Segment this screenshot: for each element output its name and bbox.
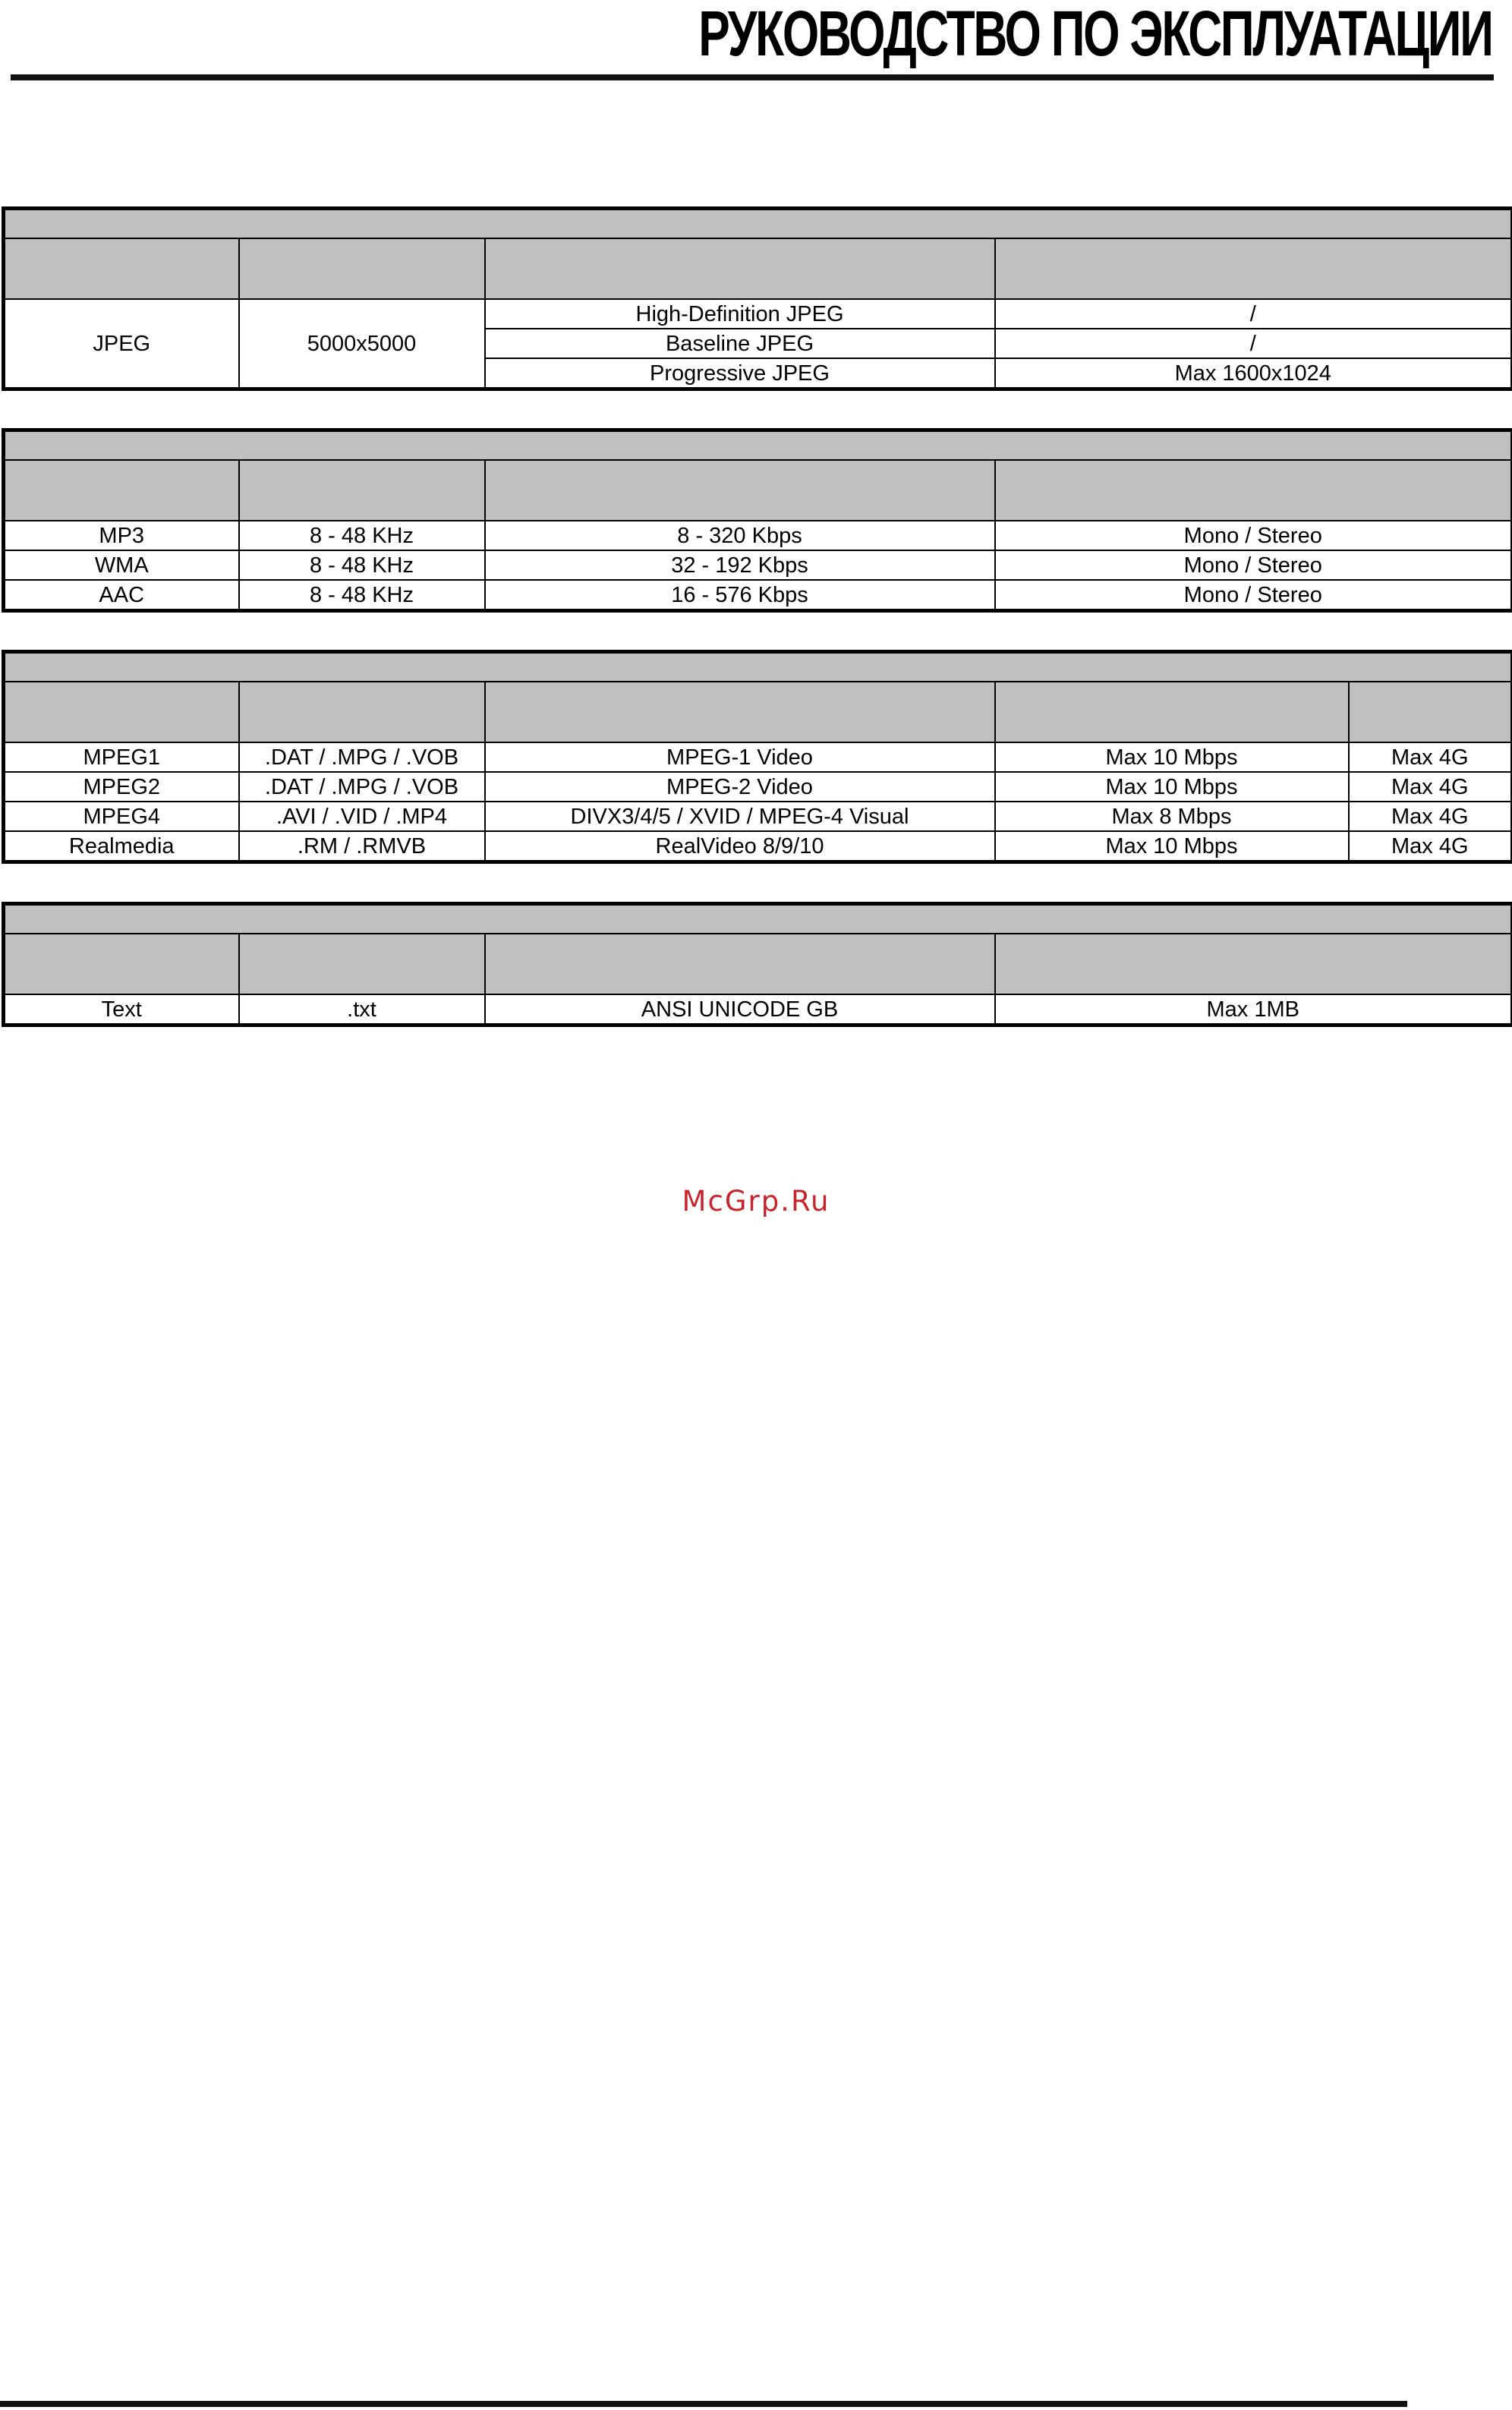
channels-cell: Mono / Stereo [995, 580, 1512, 611]
codec-cell: DIVX3/4/5 / XVID / MPEG-4 Visual [485, 802, 995, 831]
table-header-row [4, 460, 1512, 521]
sample-rate-cell: 8 - 48 KHz [239, 550, 485, 580]
channels-cell: Mono / Stereo [995, 521, 1512, 550]
table-row [4, 742, 1512, 772]
channels-cell: Mono / Stereo [995, 550, 1512, 580]
bitrate-cell: 8 - 320 Kbps [485, 521, 995, 550]
header-rule [11, 74, 1494, 80]
resolution-cell: 5000x5000 [239, 299, 485, 389]
codec-cell: RealVideo 8/9/10 [485, 831, 995, 862]
diagonal-header-cell [4, 460, 239, 521]
type-cell: High-Definition JPEG [485, 299, 995, 329]
extensions-cell: .DAT / .MPG / .VOB [239, 772, 485, 802]
diagonal-header-cell [4, 238, 239, 299]
format-cell: WMA [4, 550, 239, 580]
encoding-cell: ANSI UNICODE GB [485, 994, 995, 1025]
type-cell: Progressive JPEG [485, 358, 995, 389]
type-cell: Baseline JPEG [485, 329, 995, 358]
codec-cell: MPEG-2 Video [485, 772, 995, 802]
page-header [0, 0, 1512, 83]
table-caption-row [4, 904, 1512, 934]
format-cell: MPEG2 [4, 772, 239, 802]
codec-cell: MPEG-1 Video [485, 742, 995, 772]
size-cell: Max 1MB [995, 994, 1512, 1025]
extensions-cell: .AVI / .VID / .MP4 [239, 802, 485, 831]
format-cell: MP3 [4, 521, 239, 550]
table-row [4, 299, 1512, 329]
extensions-cell: .RM / .RMVB [239, 831, 485, 862]
format-cell: MPEG1 [4, 742, 239, 772]
video-format-table [2, 650, 1512, 864]
size-cell: Max 4G [1349, 831, 1512, 862]
format-cell: Realmedia [4, 831, 239, 862]
diagonal-header-cell [4, 682, 239, 742]
bitrate-cell: Max 10 Mbps [995, 772, 1349, 802]
bitrate-cell: Max 10 Mbps [995, 831, 1349, 862]
table-row [4, 772, 1512, 802]
table-row [4, 521, 1512, 550]
text-format-table [2, 902, 1512, 1027]
bitrate-cell: Max 8 Mbps [995, 802, 1349, 831]
table-row [4, 550, 1512, 580]
bitrate-cell: Max 10 Mbps [995, 742, 1349, 772]
limit-cell: Max 1600x1024 [995, 358, 1512, 389]
format-cell: JPEG [4, 299, 239, 389]
limit-cell: / [995, 299, 1512, 329]
format-cell: MPEG4 [4, 802, 239, 831]
size-cell: Max 4G [1349, 772, 1512, 802]
table-row [4, 994, 1512, 1025]
image-format-table [2, 206, 1512, 391]
limit-cell: / [995, 329, 1512, 358]
table-header-row [4, 682, 1512, 742]
bitrate-cell: 16 - 576 Kbps [485, 580, 995, 611]
format-cell: Text [4, 994, 239, 1025]
watermark: McGrp.Ru [682, 1185, 830, 1218]
audio-format-table [2, 428, 1512, 613]
page-title: РУКОВОДСТВО ПО ЭКСПЛУАТАЦИИ [698, 0, 1492, 69]
table-caption-row [4, 652, 1512, 682]
table-row [4, 831, 1512, 862]
extensions-cell: .DAT / .MPG / .VOB [239, 742, 485, 772]
diagonal-header-cell [4, 934, 239, 994]
bitrate-cell: 32 - 192 Kbps [485, 550, 995, 580]
table-row [4, 802, 1512, 831]
table-row [4, 580, 1512, 611]
footer-rule [0, 2401, 1407, 2407]
table-header-row [4, 934, 1512, 994]
table-caption-row [4, 209, 1512, 239]
extension-cell: .txt [239, 994, 485, 1025]
table-header-row [4, 238, 1512, 299]
size-cell: Max 4G [1349, 742, 1512, 772]
format-cell: AAC [4, 580, 239, 611]
size-cell: Max 4G [1349, 802, 1512, 831]
sample-rate-cell: 8 - 48 KHz [239, 580, 485, 611]
sample-rate-cell: 8 - 48 KHz [239, 521, 485, 550]
table-caption-row [4, 430, 1512, 461]
